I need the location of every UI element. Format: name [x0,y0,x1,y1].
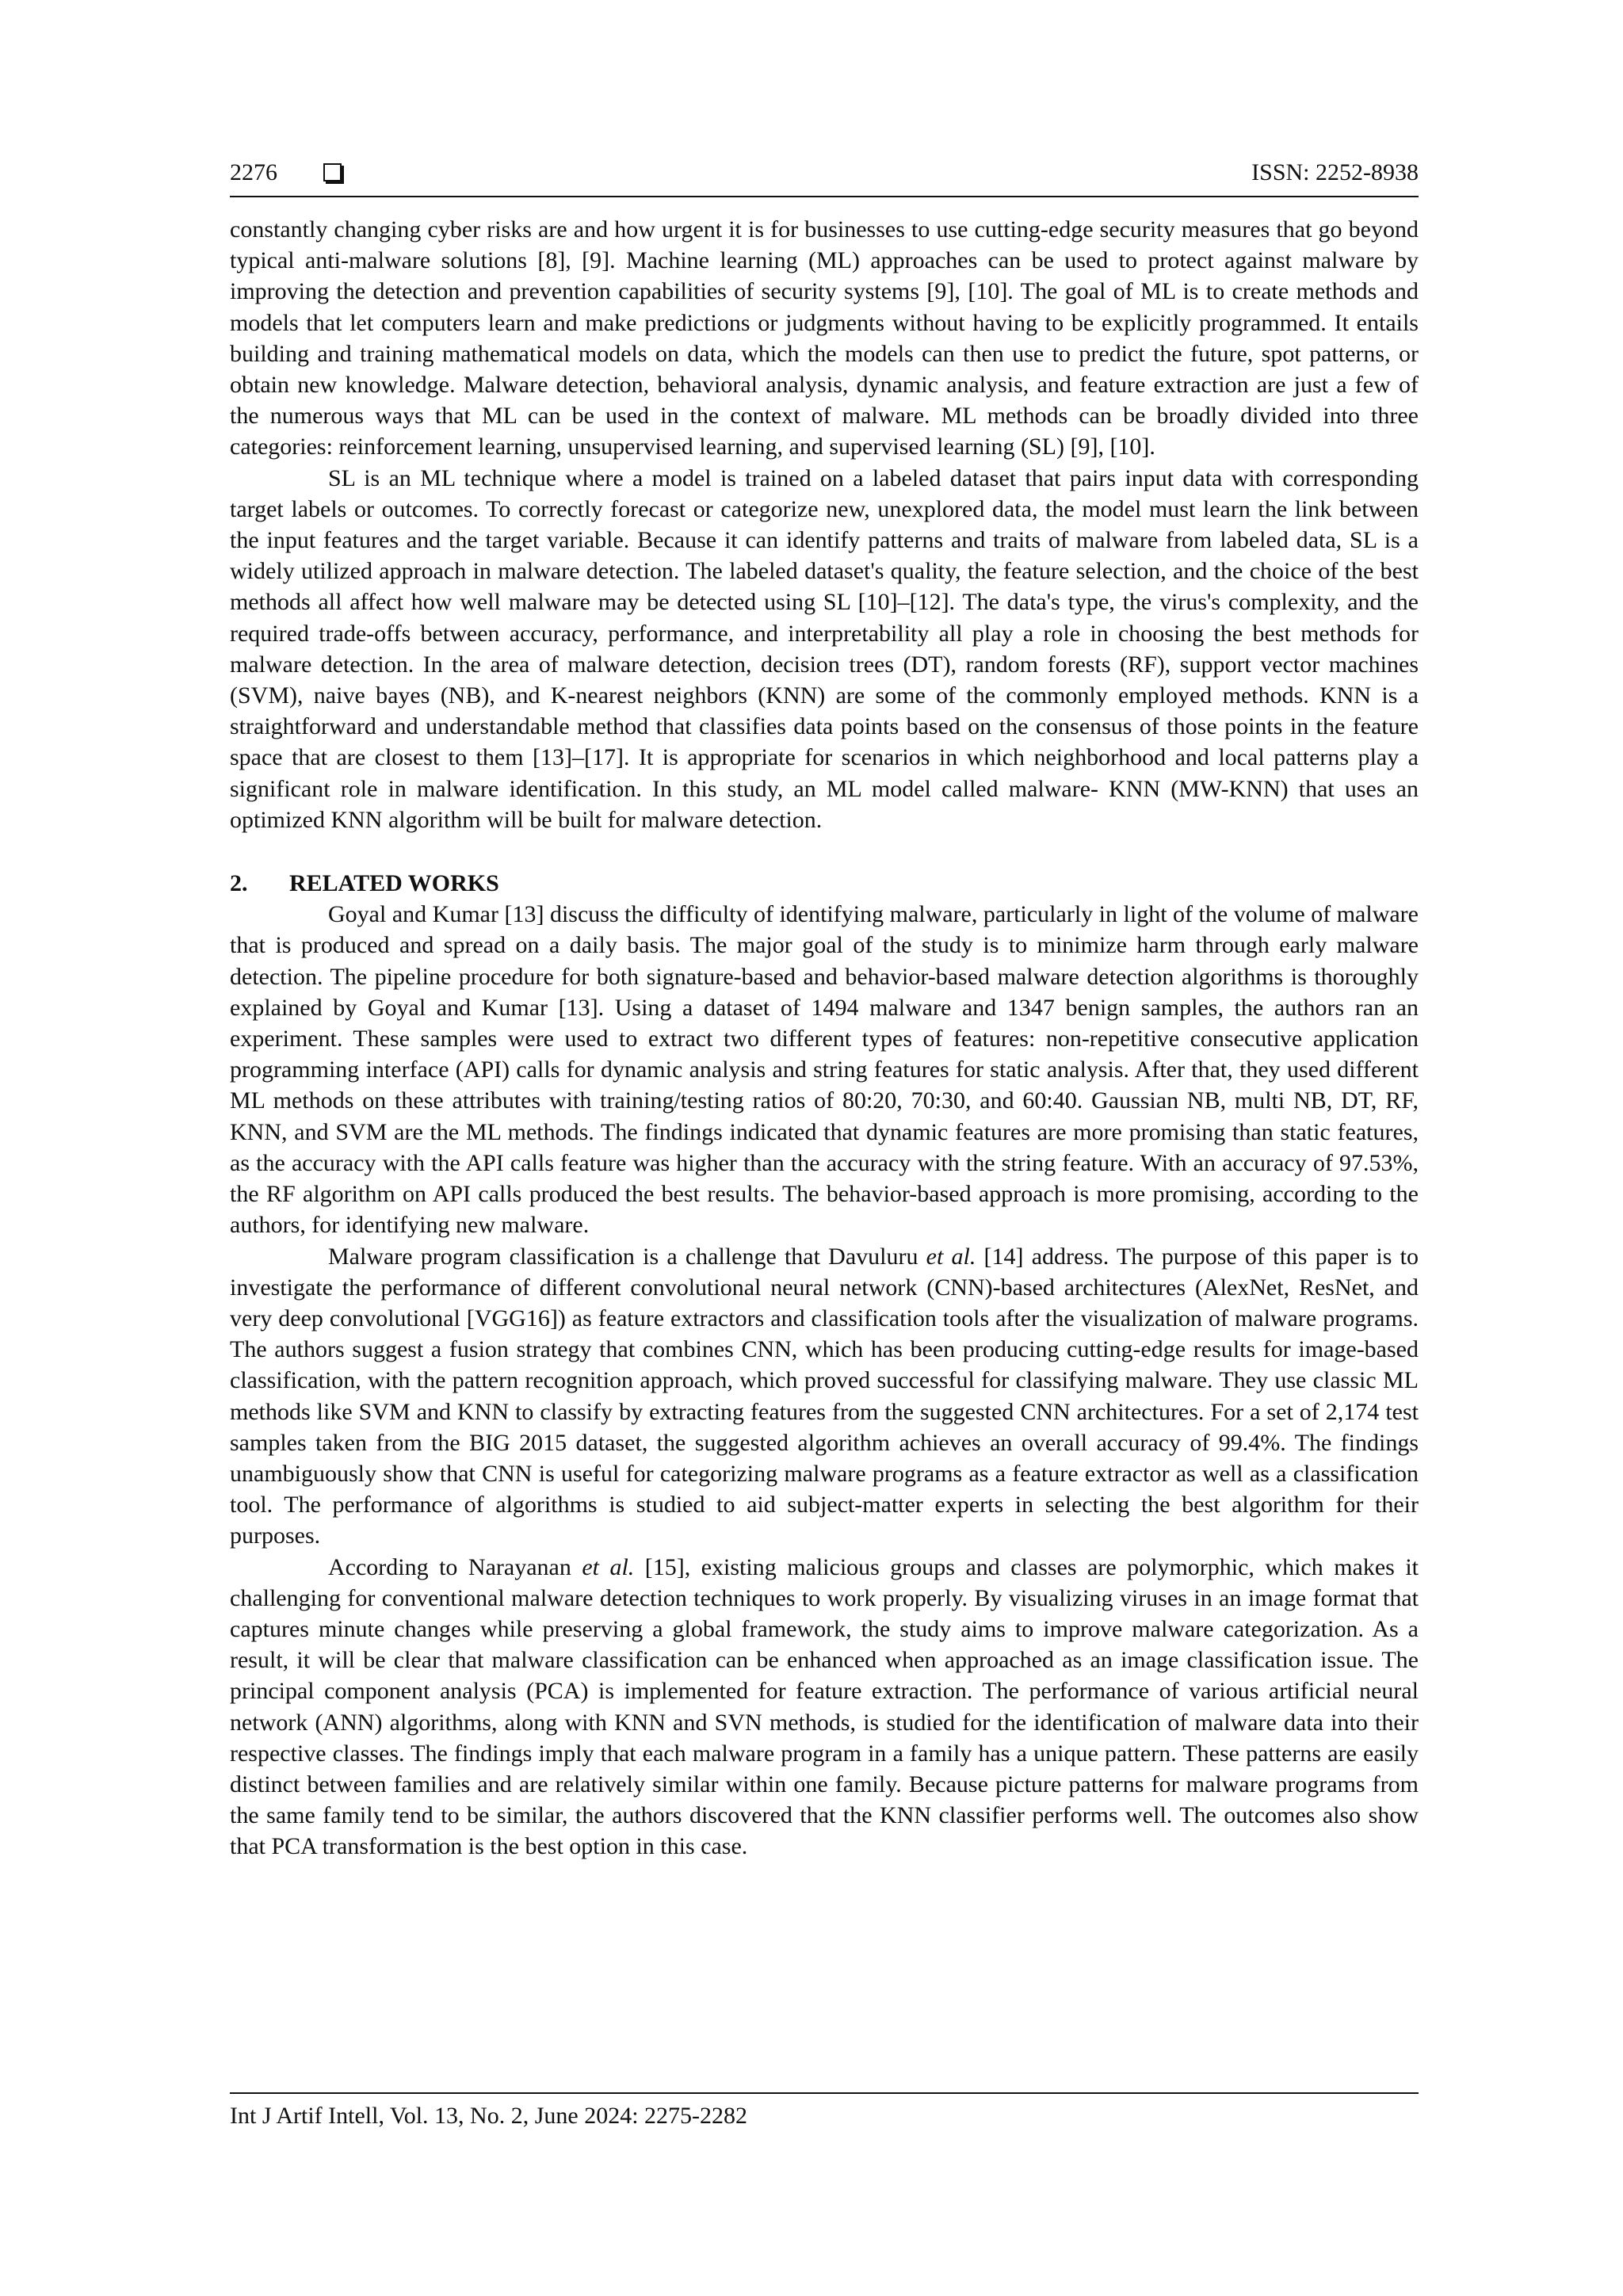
footer-citation: Int J Artif Intell, Vol. 13, No. 2, June 2024: 2275-2282 [230,2103,748,2129]
footer-rule [230,2092,1419,2094]
paragraph-4-rest: [14] address. The purpose of this paper is to investigate the performance of different convolutional neural network (CNN)-based architectures (AlexNet, ResNet, and very deep convolutional [VGG16]) as feature extractors and classification tools after the visualization of malware programs. The authors suggest a fusion strategy that combines CNN, which has been producing cutting-edge results for image-based classification, with the pattern recognition approach, which proved successful for classifying malware. They use classic ML methods like SVM and KNN to classify by extracting features from the suggested CNN architectures. For a set of 2,174 test samples taken from the BIG 2015 dataset, the suggested algorithm achieves an overall accuracy of 99.4%. The findings unambiguously show that CNN is useful for categorizing malware programs as a feature extractor as well as a classification tool. The performance of algorithms is studied to aid subject-matter experts in selecting the best algorithm for their purposes. [230,1243,1419,1549]
page [230,0,1419,2296]
issn: ISSN: 2252-8938 [1251,159,1419,185]
section-heading [230,868,1419,899]
paragraph-4-et-al: et al. [926,1243,976,1270]
page-number: 2276 [230,159,277,185]
section-title: RELATED WORKS [289,870,499,897]
paragraph-3: Goyal and Kumar [13] discuss the difficulty of identifying malware, particularly in light of the volume of malware that is produced and spread on a daily basis. The major goal of the study is to minimize harm through early malware detection. The pipeline procedure for both signature-based and behavior-based malware detection algorithms is thoroughly explained by Goyal and Kumar [13]. Using a dataset of 1494 malware and 1347 benign samples, the authors ran an experiment. These samples were used to extract two different types of features: non-repetitive consecutive application programming interface (API) calls for dynamic analysis and string features for static analysis. After that, they used different ML methods on these attributes with training/testing ratios of 80:20, 70:30, and 60:40. Gaussian NB, multi NB, DT, RF, KNN, and SVM are the ML methods. The findings indicated that dynamic features are more promising than static features, as the accuracy with the API calls feature was higher than the accuracy with the string feature. With an accuracy of 97.53%, the RF algorithm on API calls produced the best results. The behavior-based approach is more promising, according to the authors, for identifying new malware. [230,901,1419,1239]
box-icon [323,163,342,181]
paragraph-1: constantly changing cyber risks are and how urgent it is for businesses to use cutting-edge security measures that go beyond typical anti-malware solutions [8], [9]. Machine learning (ML) approaches can be used to protect against malware by improving the detection and prevention capabilities of security systems [9], [10]. The goal of ML is to create methods and models that let computers learn and make predictions or judgments without having to be explicitly programmed. It entails building and training mathematical models on data, which the models can then use to predict the future, spot patterns, or obtain new knowledge. Malware detection, behavioral analysis, dynamic analysis, and feature extraction are just a few of the numerous ways that ML can be used in the context of malware. ML methods can be broadly divided into three categories: reinforcement learning, unsupervised learning, and supervised learning (SL) [9], [10]. [230,216,1419,460]
paragraph-4-start: Malware program classification is a challenge that Davuluru [328,1243,926,1270]
paragraph-5-rest: [15], existing malicious groups and classes are polymorphic, which makes it challenging for conventional malware detection techniques to work properly. By visualizing viruses in an image format that captures minute changes while preserving a global framework, the study aims to improve malware categorization. As a result, it will be clear that malware classification can be enhanced when approached as an image classification issue. The principal component analysis (PCA) is implemented for feature extraction. The performance of various artificial neural network (ANN) algorithms, along with KNN and SVN methods, is studied for the identification of malware data into their respective classes. The findings imply that each malware program in a family has a unique pattern. These patterns are easily distinct between families and are relatively similar within one family. Because picture patterns for malware programs from the same family tend to be similar, the authors discovered that the KNN classifier performs well. The outcomes also show that PCA transformation is the best option in this case. [230,1553,1419,1860]
paragraph-5-start: According to Narayanan [328,1553,582,1580]
page-header [230,157,1419,195]
body-text [230,214,1419,1862]
paragraph-2: SL is an ML technique where a model is trained on a labeled dataset that pairs input data with corresponding target labels or outcomes. To correctly forecast or categorize new, unexplored data, the model must learn the link between the input features and the target variable. Because it can identify patterns and traits of malware from labeled data, SL is a widely utilized approach in malware detection. The labeled dataset's quality, the feature selection, and the choice of the best methods all affect how well malware may be detected using SL [10]–[12]. The data's type, the virus's complexity, and the required trade-offs between accuracy, performance, and interpretability all play a role in choosing the best methods for malware detection. In the area of malware detection, decision trees (DT), random forests (RF), support vector machines (SVM), naive bayes (NB), and K-nearest neighbors (KNN) are some of the commonly employed methods. KNN is a straightforward and understandable method that classifies data points based on the consensus of those points in the feature space that are closest to them [13]–[17]. It is appropriate for scenarios in which neighborhood and local patterns play a significant role in malware identification. In this study, an ML model called malware- KNN (MW-KNN) that uses an optimized KNN algorithm will be built for malware detection. [230,464,1419,833]
section-number: 2. [230,870,248,897]
paragraph-5-et-al: et al. [582,1553,635,1580]
header-rule [230,196,1419,197]
paragraph-4 [230,1241,1419,1552]
paragraph-5 [230,1552,1419,1862]
